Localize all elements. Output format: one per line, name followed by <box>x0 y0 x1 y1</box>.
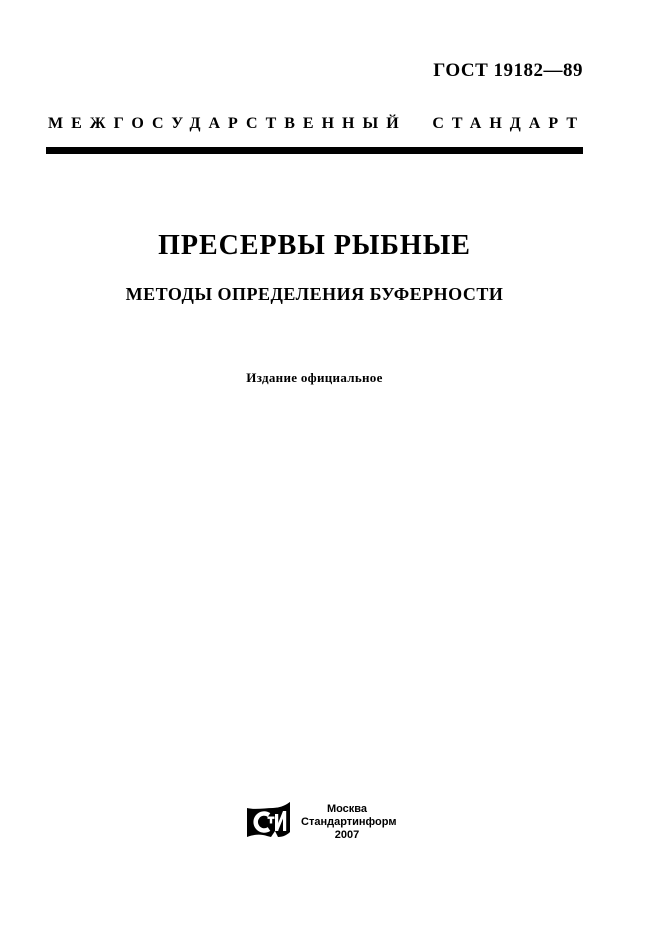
standartinform-logo-icon <box>245 799 292 844</box>
document-title: ПРЕСЕРВЫ РЫБНЫЕ <box>158 230 471 261</box>
standard-type-heading <box>48 115 585 133</box>
doc-number: ГОСТ 19182—89 <box>433 60 583 81</box>
imprint-city: Москва <box>326 803 368 815</box>
standard-type-word-2: СТАНДАРТ <box>432 115 585 132</box>
edition-note: Издание официальное <box>246 370 383 385</box>
document-subtitle: МЕТОДЫ ОПРЕДЕЛЕНИЯ БУФЕРНОСТИ <box>125 284 504 304</box>
standard-type-word-1: МЕЖГОСУДАРСТВЕННЫЙ <box>48 115 407 132</box>
imprint-publisher: Стандартинформ <box>301 816 397 828</box>
horizontal-rule <box>46 147 583 154</box>
imprint-year: 2007 <box>334 829 360 841</box>
imprint-block <box>245 799 397 844</box>
imprint-text <box>301 803 397 842</box>
